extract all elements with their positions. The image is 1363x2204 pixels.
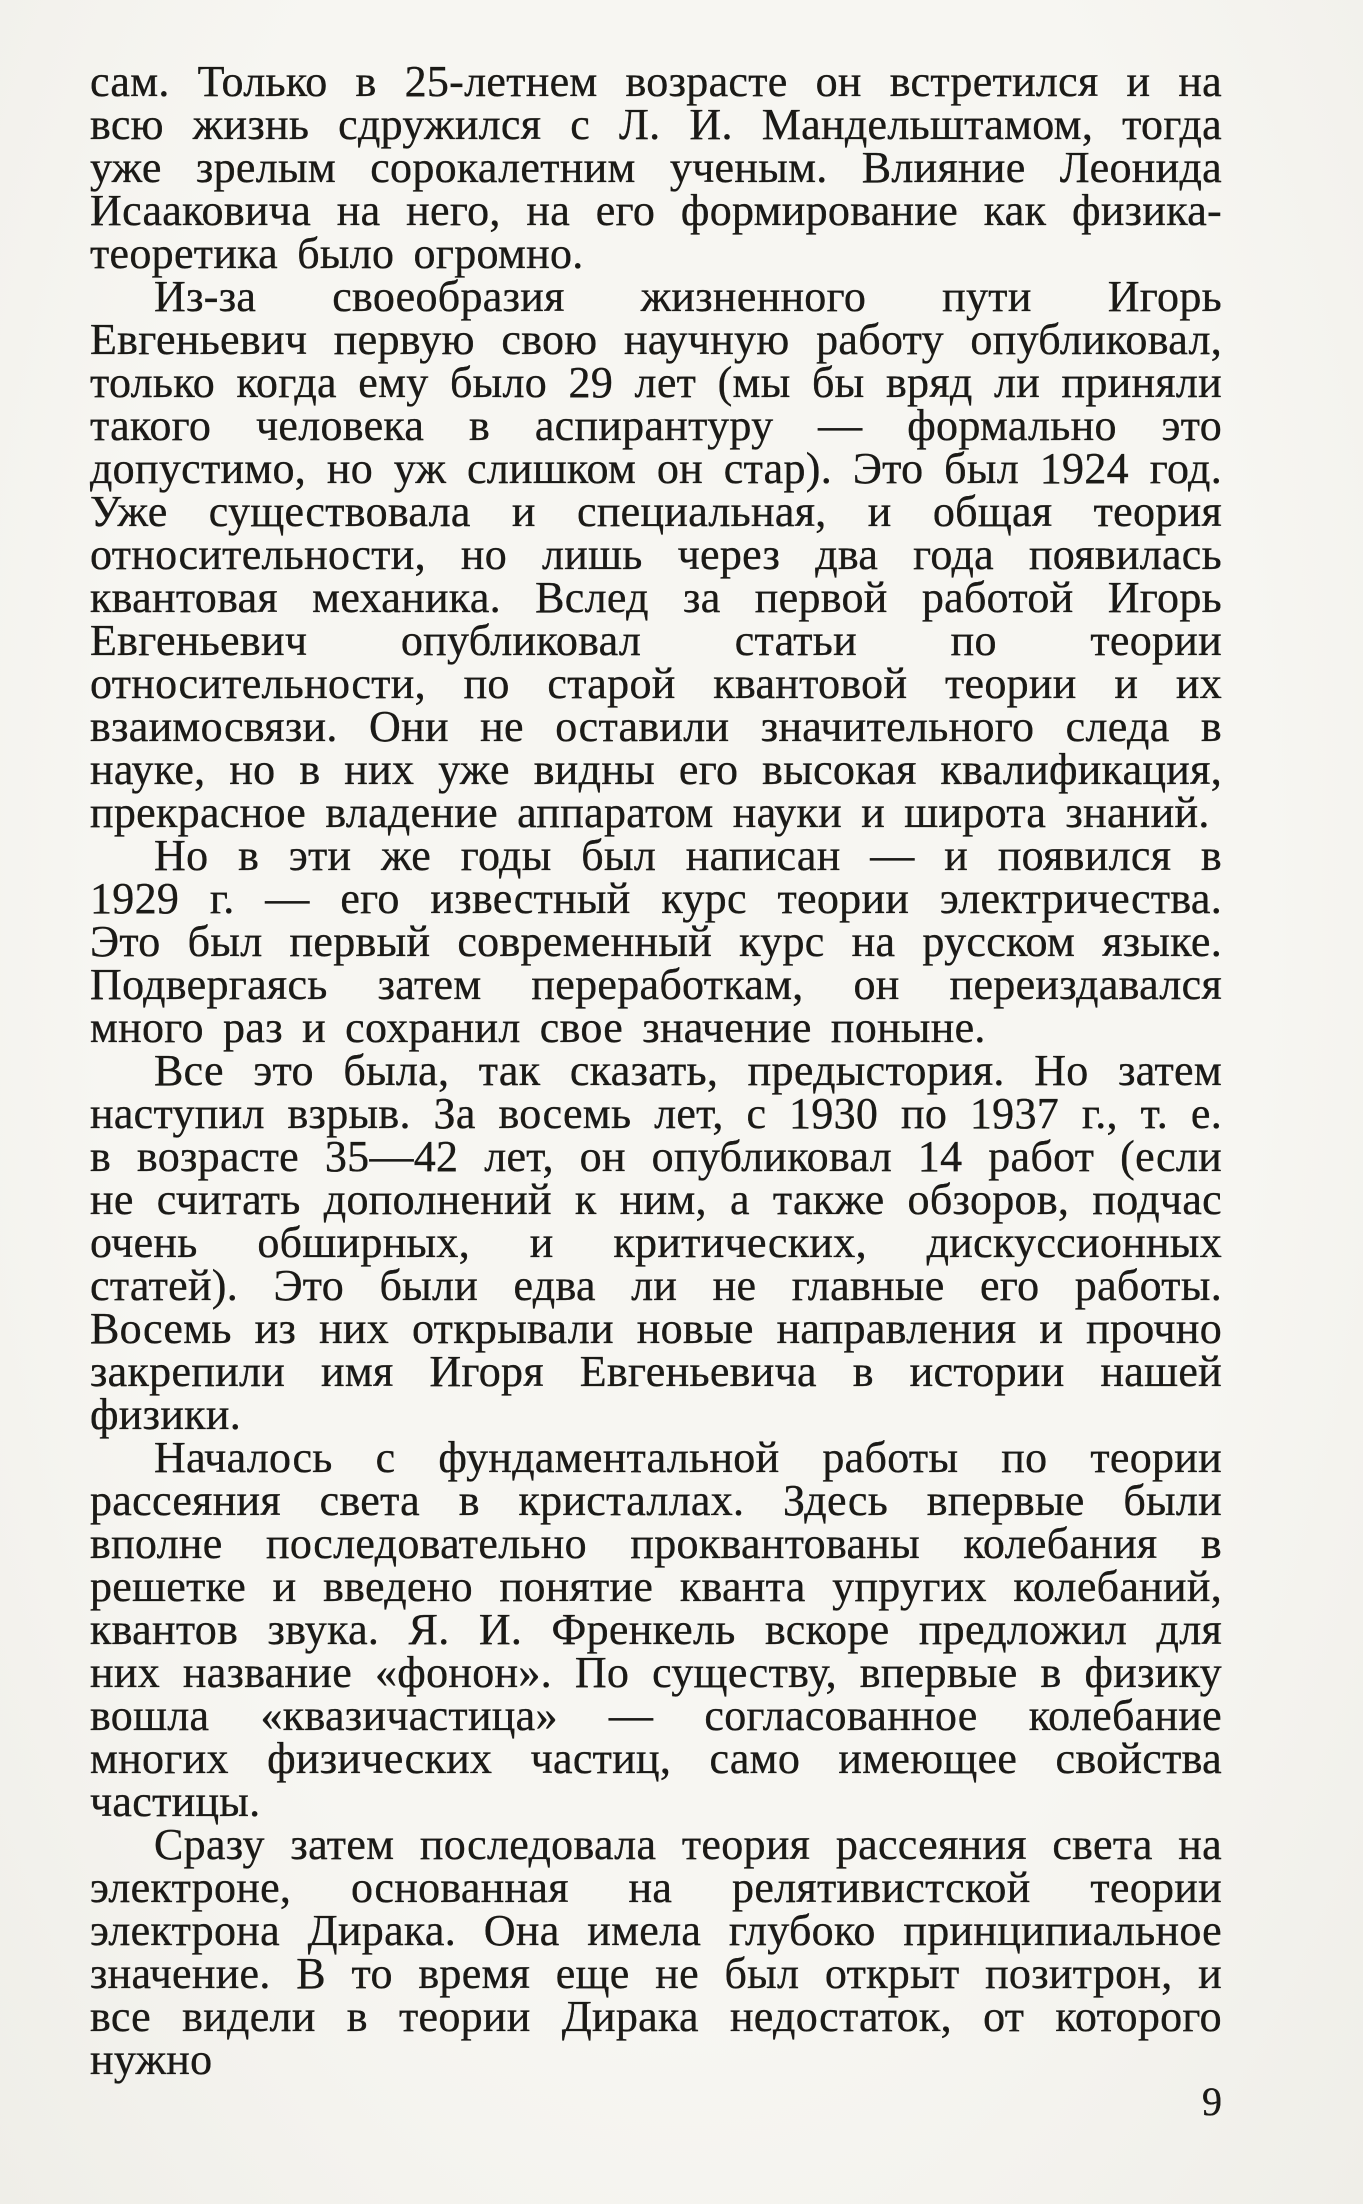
paragraph-5: Началось с фундаментальной работы по теории рассеяния света в кристаллах. Здесь впервые были вполне последовательно проквантованы колебания в решетке и введено понятие кванта упругих колебаний, квантов звука. Я. И. Френкель вскоре предложил для них название «фонон». По существу, впервые в физику вошла «квазичастица» — согласованное колебание многих физических частиц, само имеющее свойства частицы. [90, 1433, 1222, 1826]
paragraph-6: Сразу затем последовала теория рассеяния света на электроне, основанная на релятивистской теории электрона Дирака. Она имела глубоко принципиальное значение. В то время еще не был открыт позитрон, и все видели в теории Дирака недостаток, от которого нужно [90, 1820, 1222, 2084]
page-number: 9 [1202, 2079, 1222, 2124]
paragraph-4: Все это была, так сказать, предыстория. Но затем наступил взрыв. За восемь лет, с 1930 по 1937 г., т. е. в возрасте 35—42 лет, он опубликовал 14 работ (если не считать дополнений к ним, а также обзоров, подчас очень обширных, и критических, дискуссионных статей). Это были едва ли не главные его работы. Восемь из них открывали новые направления и прочно закрепили имя Игоря Евгеньевича в истории нашей физики. [90, 1046, 1222, 1439]
paragraph-2: Из-за своеобразия жизненного пути Игорь Евгеньевич первую свою научную работу опубликовал, только когда ему было 29 лет (мы бы вряд ли приняли такого человека в аспирантуру — формально это допустимо, но уж слишком он стар). Это был 1924 год. Уже существовала и специальная, и общая теория относительности, но лишь через два года появилась квантовая механика. Вслед за первой работой Игорь Евгеньевич опубликовал статьи по теории относительности, по старой квантовой теории и их взаимосвязи. Они не оставили значительного следа в науке, но в них уже видны его высокая квалификация, прекрасное владение аппаратом науки и широта знаний. [90, 272, 1222, 837]
paragraph-1: сам. Только в 25-летнем возрасте он встретился и на всю жизнь сдружился с Л. И. Мандельштамом, тогда уже зрелым сорокалетним ученым. Влияние Леонида Исааковича на него, на его формирование как физика-теоретика было огромно. [90, 57, 1222, 278]
paragraph-3: Но в эти же годы был написан — и появился в 1929 г. — его известный курс теории электричества. Это был первый современный курс на русском языке. Подвергаясь затем переработкам, он переиздавался много раз и сохранил свое значение поныне. [90, 831, 1222, 1052]
page-text-block [90, 57, 1222, 2084]
